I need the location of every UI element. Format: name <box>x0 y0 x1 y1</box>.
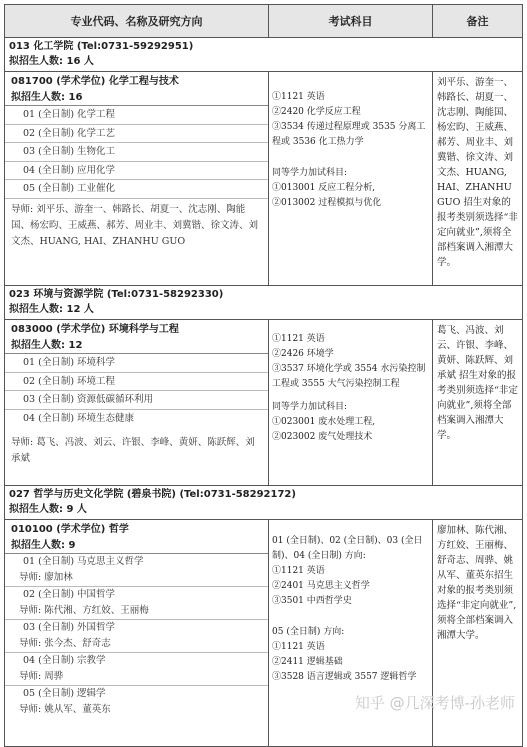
direction-item <box>5 686 268 718</box>
college-title: 023 环境与资源学院 (Tel:0731-58292330) <box>9 289 224 300</box>
major-count: 拟招生人数: 16 <box>5 90 268 106</box>
direction-item: 01 (全日制) 化学工程 <box>5 106 268 125</box>
header-note-col: 备注 <box>466 15 489 28</box>
exam-line: ①1121 英语 <box>272 566 325 576</box>
direction-item: 03 (全日制) 生物化工 <box>5 143 268 162</box>
direction-item <box>5 554 268 587</box>
exam-line: ②2401 马克思主义哲学 <box>272 581 370 591</box>
major-title: 083000 (学术学位) 环境科学与工程 <box>11 324 179 335</box>
exam-line: ①1121 英语 <box>272 642 325 652</box>
admissions-table <box>4 4 523 747</box>
exam-line: ①023001 废水处理工程, <box>272 417 376 427</box>
major-row <box>5 72 522 286</box>
direction-item: 04 (全日制) 环境生态健康 <box>23 412 135 424</box>
exam-line: ①1121 英语 <box>272 334 325 344</box>
direction-item: 01 (全日制) 环境科学 <box>5 354 268 373</box>
direction-advisor: 导师: 张今杰、舒奇志 <box>19 638 111 649</box>
direction-advisor: 导师: 陈代湘、方红姣、王丽梅 <box>19 605 149 616</box>
direction-item: 02 (全日制) 环境工程 <box>5 373 268 392</box>
direction-item: 04 (全日制) 应用化学 <box>5 162 268 181</box>
exam-line: 同等学力加试科目: <box>272 168 348 178</box>
watermark-text: 知乎 @几深考博-孙老师 <box>354 694 515 712</box>
exam-line: 同等学力加试科目: <box>272 402 348 412</box>
exam-line: ③3528 语言逻辑或 3557 逻辑哲学 <box>272 672 417 682</box>
header-major-col: 专业代码、名称及研究方向 <box>5 5 269 37</box>
advisor-list: 导师: 刘平乐、游奎一、韩路长、胡夏一、沈志刚、陶能国、杨宏昀、王威燕、郝芳、周业丰、刘冀锴、徐文涛、刘文杰、HUANG, HAI、ZHANHU GUO <box>11 203 259 247</box>
direction-item: 05 (全日制) 工业催化 <box>5 180 268 199</box>
note-cell: 廖加林、陈代湘、方红姣、王丽梅、舒奇志、周骅、姚从军、董英东招生对象的报考类别须选择“非定向就业”,须将全部档案调入湘潭大学。 <box>437 525 517 641</box>
major-info <box>5 520 269 746</box>
direction-item <box>5 653 268 686</box>
college-quota: 拟招生人数: 12 人 <box>9 304 94 315</box>
direction-name: 01 (全日制) 马克思主义哲学 <box>23 556 144 567</box>
exam-subjects <box>269 320 433 485</box>
major-title: 081700 (学术学位) 化学工程与技术 <box>11 76 179 87</box>
major-title: 010100 (学术学位) 哲学 <box>11 524 129 535</box>
direction-advisor: 导师: 周骅 <box>19 671 64 682</box>
exam-line: ②013002 过程模拟与优化 <box>272 198 382 208</box>
major-info <box>5 72 269 285</box>
direction-name: 02 (全日制) 中国哲学 <box>23 589 116 600</box>
college-quota: 拟招生人数: 9 人 <box>9 504 87 515</box>
table-header <box>5 5 522 38</box>
direction-advisor: 导师: 廖加林 <box>19 572 73 583</box>
exam-line: ①1121 英语 <box>272 92 325 102</box>
direction-item: 02 (全日制) 化学工艺 <box>5 125 268 144</box>
exam-subjects <box>269 72 433 285</box>
exam-line: ②2411 逻辑基础 <box>272 657 343 667</box>
exam-line: ②023002 废气处理技术 <box>272 432 373 442</box>
direction-item <box>5 587 268 620</box>
direction-name: 03 (全日制) 外国哲学 <box>23 622 116 633</box>
note-cell: 葛飞、冯波、刘云、许银、李峰、黄妍、陈跃辉、刘承斌 招生对象的报考类别须选择“非定向就业”,须将全部档案调入湘潭大学。 <box>437 325 518 441</box>
major-info <box>5 320 269 485</box>
direction-name: 04 (全日制) 宗教学 <box>23 655 106 666</box>
major-row <box>5 320 522 486</box>
major-count: 拟招生人数: 9 <box>5 538 268 554</box>
exam-line: 01 (全日制)、02 (全日制)、03 (全日制)、04 (全日制) 方向: <box>272 536 423 561</box>
exam-line: ①013001 反应工程分析, <box>272 183 376 193</box>
college-quota: 拟招生人数: 16 人 <box>9 56 94 67</box>
college-heading <box>5 38 522 72</box>
college-heading <box>5 286 522 320</box>
direction-item <box>5 620 268 653</box>
note-cell: 刘平乐、游奎一、韩路长、胡夏一、沈志刚、陶能国、杨宏昀、王威燕、郝芳、周业丰、刘冀锴、徐文涛、刘文杰、HUANG, HAI、ZHANHU GUO 招生对象的报考类别须选择“非定向就业”,须将全部档案调入湘潭大学。 <box>437 77 518 268</box>
college-heading <box>5 486 522 520</box>
college-title: 013 化工学院 (Tel:0731-59292951) <box>9 41 194 52</box>
exam-line: ③3501 中西哲学史 <box>272 596 352 606</box>
advisor-list: 导师: 葛飞、冯波、刘云、许银、李峰、黄妍、陈跃辉、刘承斌 <box>11 437 255 464</box>
header-exam-col: 考试科目 <box>269 5 433 37</box>
exam-line: ③3537 环境化学或 3554 水污染控制工程或 3555 大气污染控制工程 <box>272 364 426 389</box>
exam-line: ③3534 传递过程原理或 3535 分离工程或 3536 化工热力学 <box>272 122 426 147</box>
direction-item: 03 (全日制) 资源低碳循环利用 <box>5 391 268 410</box>
direction-name: 05 (全日制) 逻辑学 <box>23 688 106 699</box>
major-count: 拟招生人数: 12 <box>5 338 268 354</box>
college-title: 027 哲学与历史文化学院 (碧泉书院) (Tel:0731-58292172) <box>9 489 296 500</box>
exam-line: ②2420 化学反应工程 <box>272 107 361 117</box>
direction-advisor: 导师: 姚从军、董英东 <box>19 704 111 715</box>
exam-line: ②2426 环境学 <box>272 349 334 359</box>
exam-line: 05 (全日制) 方向: <box>272 627 345 637</box>
